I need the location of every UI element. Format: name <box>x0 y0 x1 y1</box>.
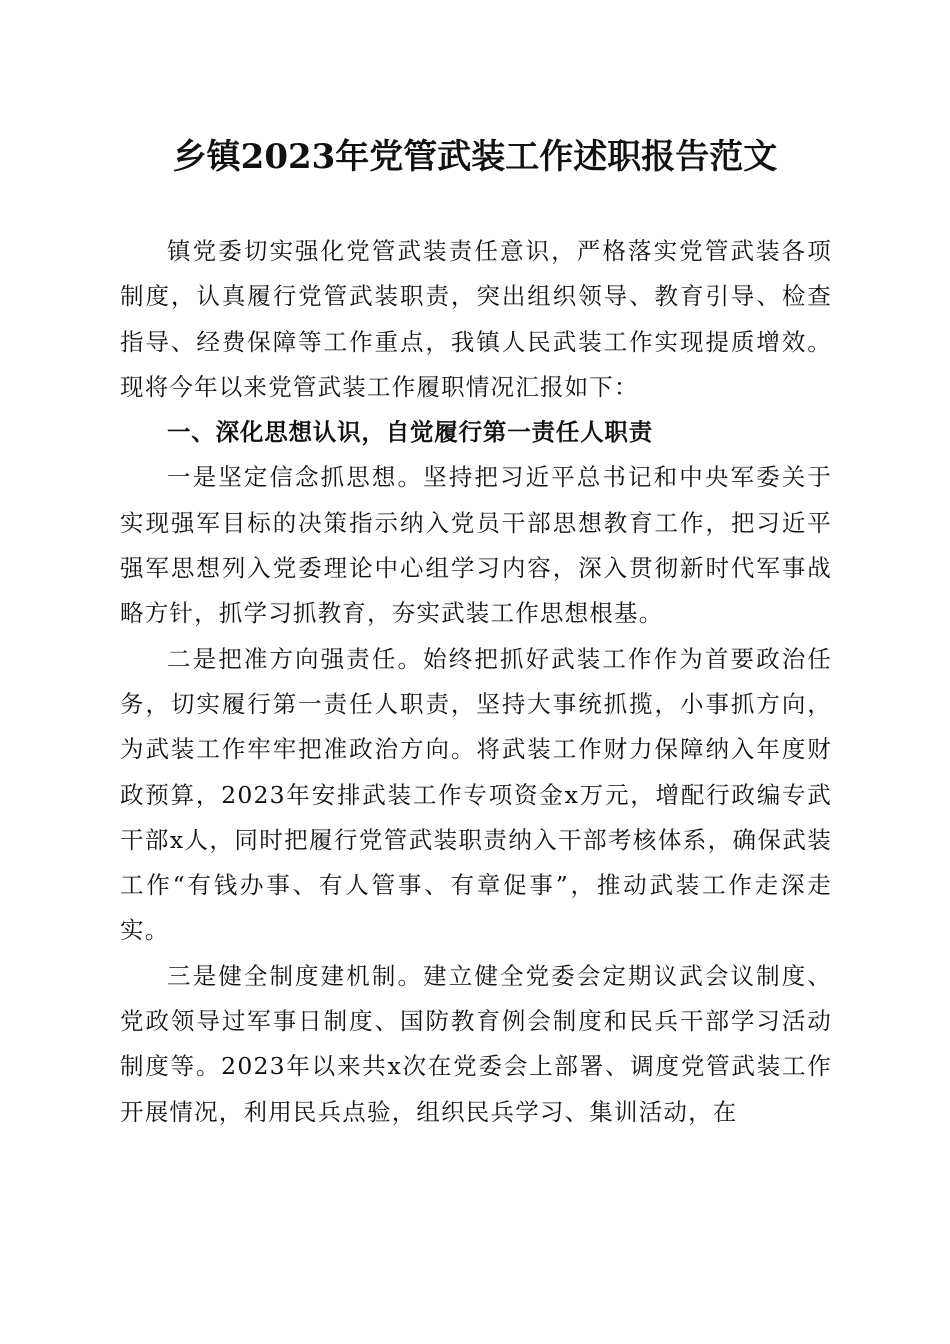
document-title: 乡镇2023年党管武装工作述职报告范文 <box>172 137 778 177</box>
paragraph-3-text: 建立健全党委会定期议武会议制度、党政领导过军事日制度、国防教育例会制度和民兵干部学习活动制度等。2023年以来共x次在党委会上部署、调度党管武装工作开展情况，利用民兵点验，组织民兵学习、集训活动，在 <box>120 961 833 1126</box>
paragraph-1 <box>120 455 832 636</box>
paragraph-3 <box>120 954 832 1135</box>
paragraph-2-lead: 二是把准方向强责任。 <box>167 644 424 673</box>
paragraph-2 <box>120 637 832 954</box>
paragraph-1-lead: 一是坚定信念抓思想。 <box>167 463 424 492</box>
paragraph-3-lead: 三是健全制度建机制。 <box>167 961 424 990</box>
paragraph-2-text: 始终把抓好武装工作作为首要政治任务，切实履行第一责任人职责，坚持大事统抓揽，小事抓方向，为武装工作牢牢把准政治方向。将武装工作财力保障纳入年度财政预算，2023年安排武装工作专项资金x万元，增配行政编专武干部x人，同时把履行党管武装职责纳入干部考核体系，确保武装工作“有钱办事、有人管事、有章促事”，推动武装工作走深走实。 <box>120 644 833 945</box>
intro-paragraph: 镇党委切实强化党管武装责任意识，严格落实党管武装各项制度，认真履行党管武装职责，突出组织领导、教育引导、检查指导、经费保障等工作重点，我镇人民武装工作实现提质增效。现将今年以来党管武装工作履职情况汇报如下： <box>120 237 832 401</box>
paragraph-1-text: 坚持把习近平总书记和中央军委关于实现强军目标的决策指示纳入党员干部思想教育工作，把习近平强军思想列入党委理论中心组学习内容，深入贯彻新时代军事战略方针，抓学习抓教育，夯实武装工作思想根基。 <box>120 463 833 628</box>
section-heading-1: 一、深化思想认识，自觉履行第一责任人职责 <box>167 418 653 447</box>
document-body <box>120 229 832 1135</box>
